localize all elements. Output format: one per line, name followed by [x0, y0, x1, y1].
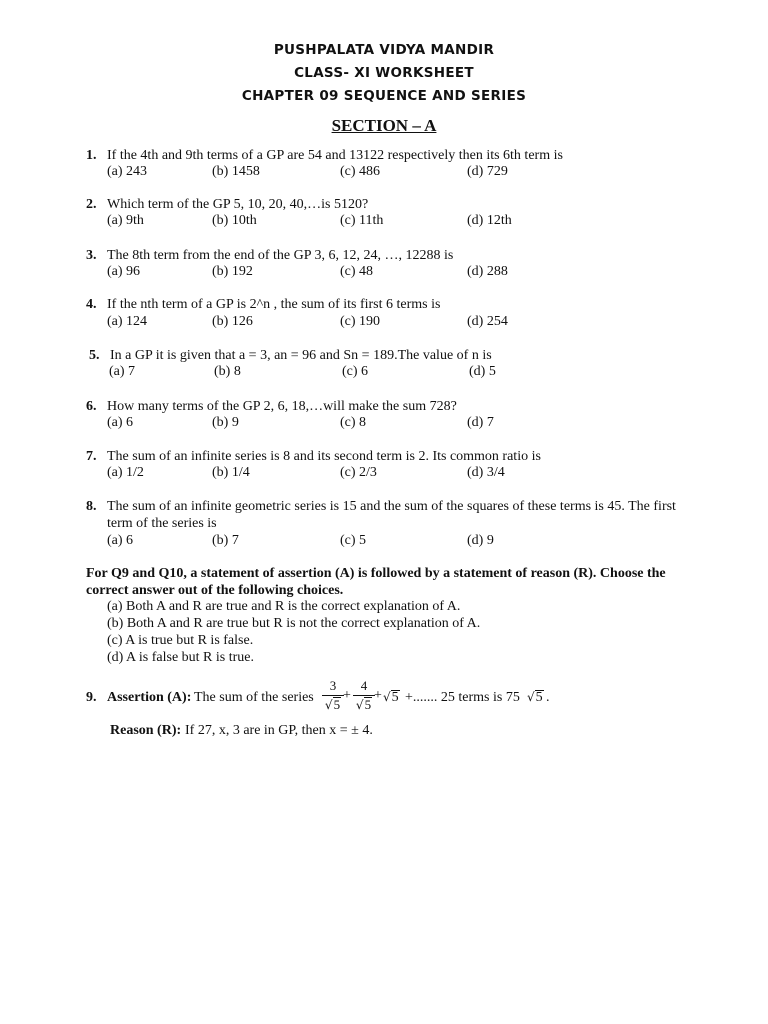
option: (c) 48 [340, 264, 374, 279]
plus-sign: + [374, 688, 382, 703]
sqrt-icon: √ [527, 690, 535, 704]
question-text: In a GP it is given that a = 3, an = 96 and Sn = 189.The value of n is [110, 348, 492, 363]
question-text: If the nth term of a GP is 2^n , the sum of its first 6 terms is [107, 297, 441, 312]
question-number: 9. [86, 690, 97, 705]
option: (a) 1/2 [107, 465, 144, 480]
question-text: If the 4th and 9th terms of a GP are 54 and 13122 respectively then its 6th term is [107, 148, 563, 163]
question-number: 1. [86, 148, 97, 163]
assertion-label: Assertion (A): [107, 690, 192, 705]
option: (d) 5 [469, 364, 496, 379]
question-number: 6. [86, 399, 97, 414]
option: (b) 8 [214, 364, 241, 379]
option: (d) 12th [467, 213, 512, 228]
question-text: Which term of the GP 5, 10, 20, 40,…is 5120? [107, 197, 369, 212]
reason-label: Reason (R): [110, 723, 182, 738]
option: (d) 254 [467, 314, 508, 329]
option: (c) 486 [340, 164, 381, 179]
option: (b) 10th [212, 213, 257, 228]
plus-sign: + [343, 688, 351, 703]
chapter-title: CHAPTER 09 SEQUENCE AND SERIES [241, 88, 527, 104]
question-number: 8. [86, 499, 97, 514]
ar-choice: (c) A is true but R is false. [107, 633, 254, 648]
question-number: 4. [86, 297, 97, 312]
section-title: SECTION – A [331, 116, 437, 135]
radicand: 5 [535, 690, 543, 705]
fraction-numerator: 4 [360, 678, 368, 693]
option: (c) 11th [340, 213, 384, 228]
sqrt-icon: √ [324, 698, 333, 712]
reason-text: If 27, x, 3 are in GP, then x = ± 4. [185, 723, 373, 738]
sum-sqrt [527, 690, 544, 706]
option: (c) 190 [340, 314, 381, 329]
option: (a) 6 [107, 533, 134, 548]
radicand: 5 [391, 690, 399, 705]
question-text: The 8th term from the end of the GP 3, 6, 12, 24, …, 12288 is [107, 248, 454, 263]
assertion-text: The sum of the series [194, 690, 314, 705]
option: (a) 124 [107, 314, 148, 329]
radicand: 5 [333, 697, 341, 712]
radicand: 5 [364, 697, 372, 712]
sqrt-icon: √ [383, 690, 391, 704]
ar-instructions-continued: correct answer out of the following choices. [86, 583, 344, 598]
option: (d) 729 [467, 164, 508, 179]
question-text: The sum of an infinite geometric series is 15 and the sum of the squares of these terms is 45. The first [107, 499, 676, 514]
option: (d) 3/4 [467, 465, 505, 480]
option: (c) 6 [342, 364, 369, 379]
ar-choice: (d) A is false but R is true. [107, 650, 254, 665]
option: (b) 126 [212, 314, 253, 329]
option: (a) 96 [107, 264, 141, 279]
option: (b) 1/4 [212, 465, 250, 480]
option: (a) 9th [107, 213, 144, 228]
option: (a) 7 [109, 364, 136, 379]
question-text: The sum of an infinite series is 8 and its second term is 2. Its common ratio is [107, 449, 541, 464]
class-title: CLASS- XI WORKSHEET [294, 65, 474, 81]
question-number: 3. [86, 248, 97, 263]
fraction-numerator: 3 [329, 678, 337, 693]
question-text-continued: term of the series is [107, 516, 217, 531]
sqrt-term [383, 690, 400, 706]
option: (a) 243 [107, 164, 148, 179]
option: (c) 8 [340, 415, 367, 430]
option: (d) 288 [467, 264, 508, 279]
option: (d) 9 [467, 533, 494, 548]
question-number: 5. [89, 348, 100, 363]
option: (b) 7 [212, 533, 239, 548]
ar-choice: (a) Both A and R are true and R is the correct explanation of A. [107, 599, 461, 614]
option: (d) 7 [467, 415, 494, 430]
question-number: 7. [86, 449, 97, 464]
question-text: How many terms of the GP 2, 6, 18,…will make the sum 728? [107, 399, 457, 414]
option: (b) 1458 [212, 164, 260, 179]
ar-choice: (b) Both A and R are true but R is not the correct explanation of A. [107, 616, 481, 631]
option: (c) 5 [340, 533, 367, 548]
fraction-3-over-root5 [322, 678, 344, 713]
sqrt-icon: √ [355, 698, 364, 712]
series-tail: +....... 25 terms is 75 [405, 690, 520, 705]
school-name: PUSHPALATA VIDYA MANDIR [273, 42, 495, 58]
option: (b) 192 [212, 264, 253, 279]
period: . [546, 690, 550, 705]
ar-instructions: For Q9 and Q10, a statement of assertion (A) is followed by a statement of reason (R). Choose the [86, 566, 666, 581]
fraction-4-over-root5 [353, 678, 375, 713]
option: (c) 2/3 [340, 465, 377, 480]
option: (b) 9 [212, 415, 239, 430]
option: (a) 6 [107, 415, 134, 430]
question-number: 2. [86, 197, 97, 212]
